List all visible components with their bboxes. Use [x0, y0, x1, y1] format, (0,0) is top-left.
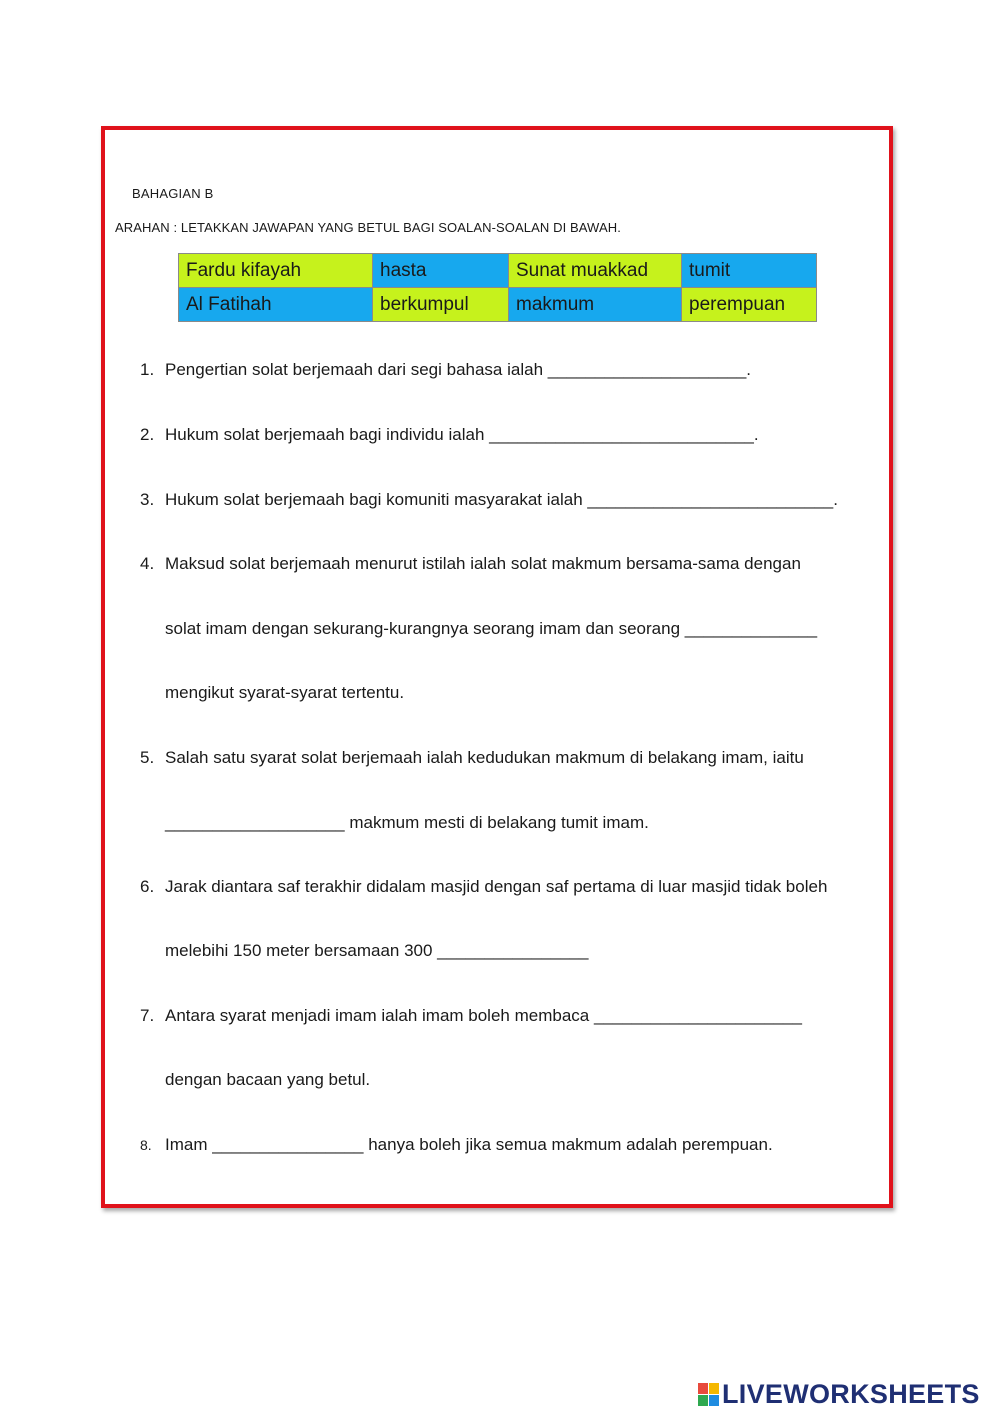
answer-option[interactable]: berkumpul — [373, 288, 509, 322]
answer-option[interactable]: makmum — [509, 288, 682, 322]
answer-option[interactable]: Fardu kifayah — [179, 254, 373, 288]
question-6 — [140, 877, 827, 897]
answer-option[interactable]: hasta — [373, 254, 509, 288]
question-4-line-2: solat imam dengan sekurang-kurangnya seorang imam dan seorang ______________ — [165, 619, 818, 638]
question-text: Hukum solat berjemaah bagi individu ialah ____________________________. — [165, 425, 759, 444]
liveworksheets-logo[interactable] — [698, 1377, 980, 1411]
question-5 — [140, 748, 804, 768]
answer-option[interactable]: perempuan — [682, 288, 817, 322]
question-number: 2. — [140, 425, 155, 444]
answer-bank-table — [178, 253, 817, 322]
answer-bank-row — [179, 254, 817, 288]
section-title: BAHAGIAN B — [132, 186, 214, 201]
liveworksheets-logo-icon — [698, 1382, 720, 1406]
question-number: 4. — [140, 554, 155, 573]
question-number: 7. — [140, 1006, 155, 1025]
answer-option[interactable]: tumit — [682, 254, 817, 288]
instruction-text: ARAHAN : LETAKKAN JAWAPAN YANG BETUL BAGI SOALAN-SOALAN DI BAWAH. — [115, 220, 621, 235]
answer-option[interactable]: Al Fatihah — [179, 288, 373, 322]
question-text: Maksud solat berjemaah menurut istilah ialah solat makmum bersama-sama dengan — [165, 554, 801, 573]
question-7 — [140, 1006, 802, 1026]
question-number: 8. — [140, 1137, 152, 1153]
logo-text: LIVEWORKSHEETS — [722, 1378, 980, 1409]
question-6-line-2: melebihi 150 meter bersamaan 300 ________________ — [165, 941, 589, 960]
question-text: Pengertian solat berjemaah dari segi bahasa ialah _____________________. — [165, 360, 752, 379]
question-1 — [140, 360, 751, 380]
question-text: Hukum solat berjemaah bagi komuniti masyarakat ialah __________________________. — [165, 490, 838, 509]
question-text: Antara syarat menjadi imam ialah imam boleh membaca ______________________ — [165, 1006, 802, 1025]
answer-bank-row — [179, 288, 817, 322]
answer-option[interactable]: Sunat muakkad — [509, 254, 682, 288]
question-8 — [140, 1135, 773, 1155]
question-2 — [140, 425, 759, 445]
question-text: Salah satu syarat solat berjemaah ialah kedudukan makmum di belakang imam, iaitu — [165, 748, 804, 767]
question-number: 1. — [140, 360, 155, 379]
question-text: Jarak diantara saf terakhir didalam masjid dengan saf pertama di luar masjid tidak boleh — [165, 877, 828, 896]
question-4 — [140, 554, 801, 574]
question-number: 3. — [140, 490, 155, 509]
question-number: 6. — [140, 877, 155, 896]
question-number: 5. — [140, 748, 155, 767]
question-3 — [140, 490, 838, 510]
question-text: Imam ________________ hanya boleh jika semua makmum adalah perempuan. — [165, 1135, 773, 1154]
question-7-line-2: dengan bacaan yang betul. — [165, 1070, 371, 1089]
question-5-line-2: ___________________ makmum mesti di belakang tumit imam. — [165, 813, 649, 832]
question-4-line-3: mengikut syarat-syarat tertentu. — [165, 683, 405, 702]
